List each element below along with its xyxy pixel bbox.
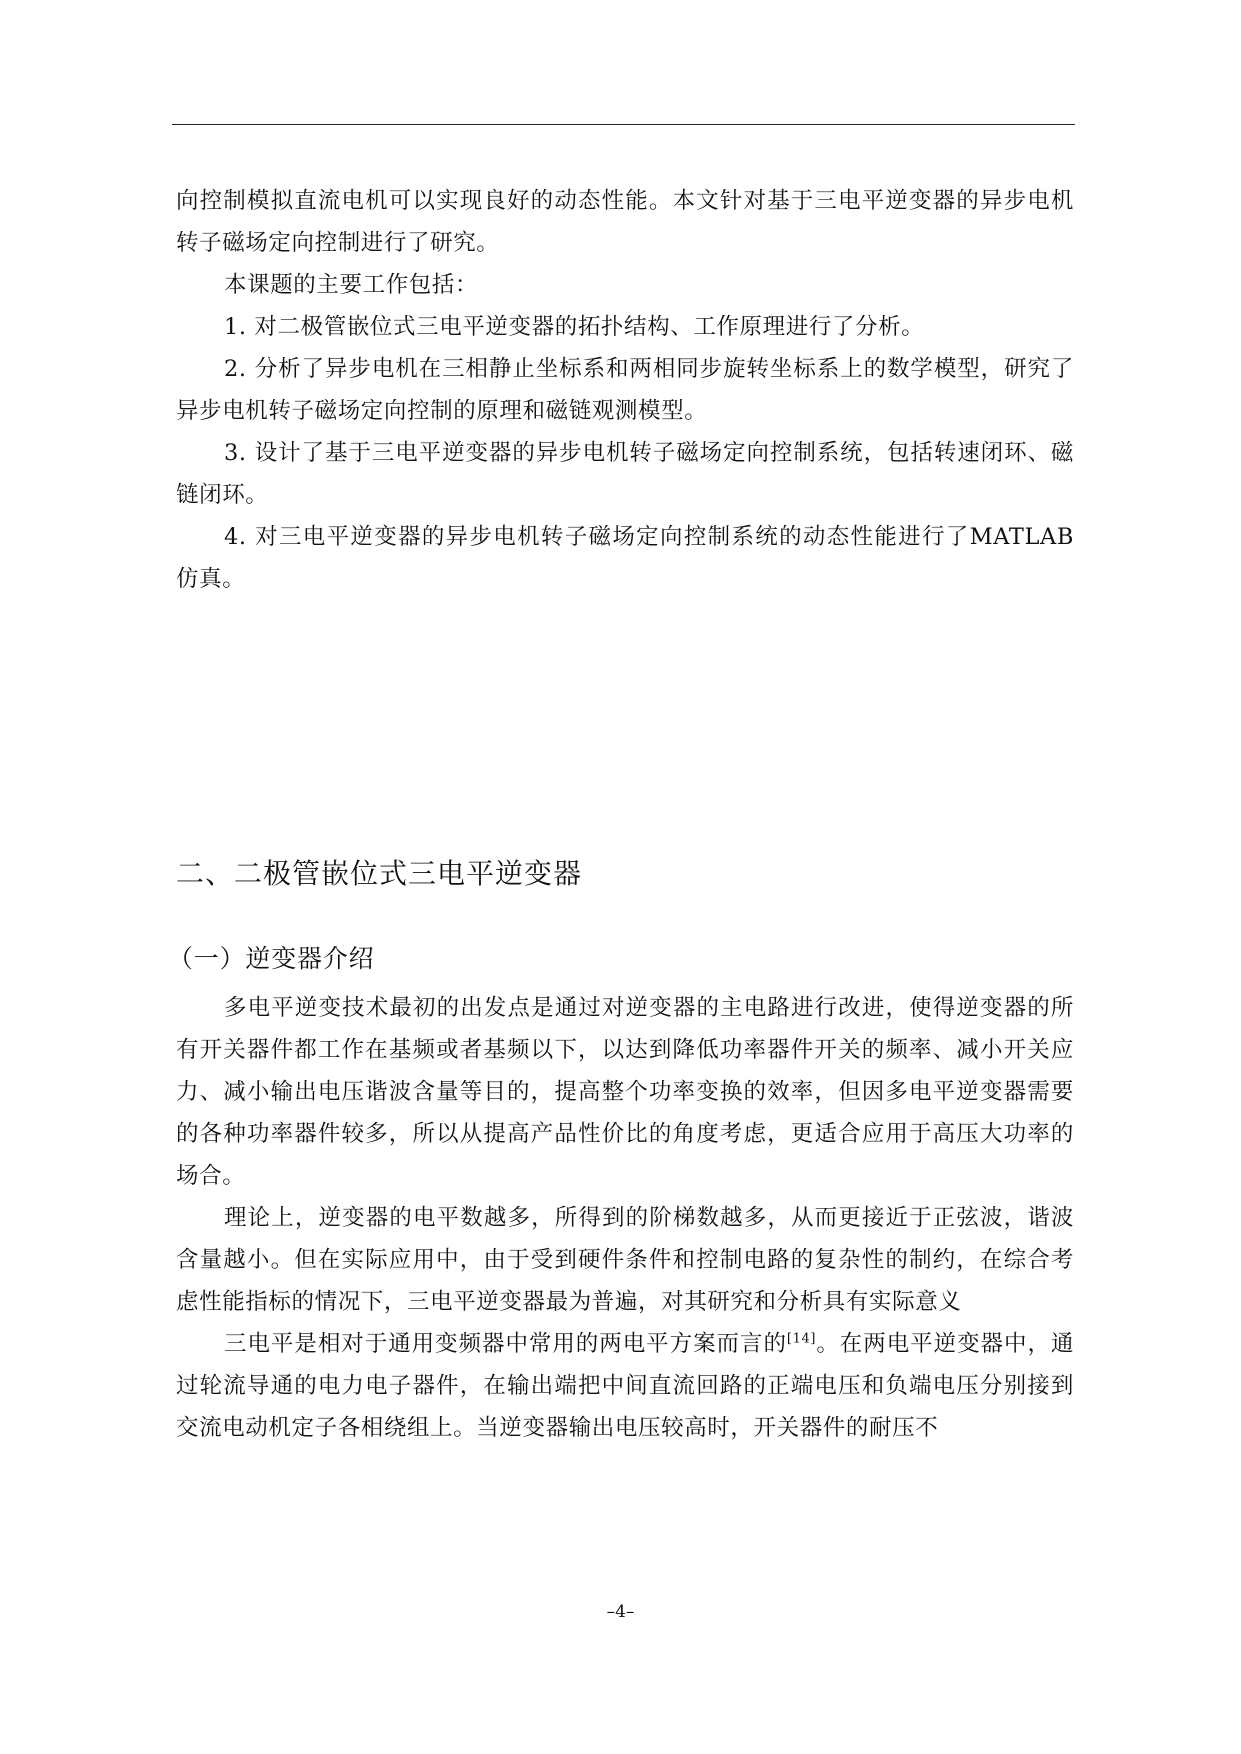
section-gap	[176, 600, 1074, 854]
citation-ref: [14]	[786, 1331, 816, 1347]
page-number: –4–	[606, 1602, 635, 1622]
work-item-3: 3. 设计了基于三电平逆变器的异步电机转子磁场定向控制系统，包括转速闭环、磁链闭环。	[176, 440, 1074, 508]
intro-paragraph-2: 本课题的主要工作包括：	[224, 272, 479, 298]
body-paragraph-3-text-b: 。在两电平逆变器中，通过轮流导通的电力电子器件，在输出端把中间直流回路的正端电压和负端电压分别接到交流电动机定子各相绕组上。当逆变器输出电压较高时，开关器件的耐压不	[176, 1331, 1074, 1441]
body-paragraph-3	[176, 1323, 1074, 1449]
subsection-title: （一）逆变器介绍	[168, 944, 375, 973]
body-paragraph-3-text-a: 三电平是相对于通用变频器中常用的两电平方案而言的	[224, 1331, 787, 1357]
page-body	[168, 180, 1074, 1449]
header-rule	[172, 124, 1075, 125]
intro-paragraph-1: 向控制模拟直流电机可以实现良好的动态性能。本文针对基于三电平逆变器的异步电机转子磁场定向控制进行了研究。	[176, 188, 1074, 256]
work-item-4: 4. 对三电平逆变器的异步电机转子磁场定向控制系统的动态性能进行了MATLAB 仿真。	[176, 524, 1074, 592]
work-item-2: 2. 分析了异步电机在三相静止坐标系和两相同步旋转坐标系上的数学模型，研究了异步电机转子磁场定向控制的原理和磁链观测模型。	[176, 356, 1074, 424]
work-item-1: 1. 对二极管嵌位式三电平逆变器的拓扑结构、工作原理进行了分析。	[224, 314, 925, 340]
body-paragraph-2: 理论上，逆变器的电平数越多，所得到的阶梯数越多，从而更接近于正弦波，谐波含量越小。但在实际应用中，由于受到硬件条件和控制电路的复杂性的制约，在综合考虑性能指标的情况下，三电平逆变器最为普遍，对其研究和分析具有实际意义	[176, 1205, 1074, 1315]
section-title: 二、二极管嵌位式三电平逆变器	[176, 857, 583, 890]
body-paragraph-1: 多电平逆变技术最初的出发点是通过对逆变器的主电路进行改进，使得逆变器的所有开关器件都工作在基频或者基频以下，以达到降低功率器件开关的频率、减小开关应力、减小输出电压谐波含量等目的，提高整个功率变换的效率，但因多电平逆变器需要的各种功率器件较多，所以从提高产品性价比的角度考虑，更适合应用于高压大功率的场合。	[176, 995, 1074, 1189]
